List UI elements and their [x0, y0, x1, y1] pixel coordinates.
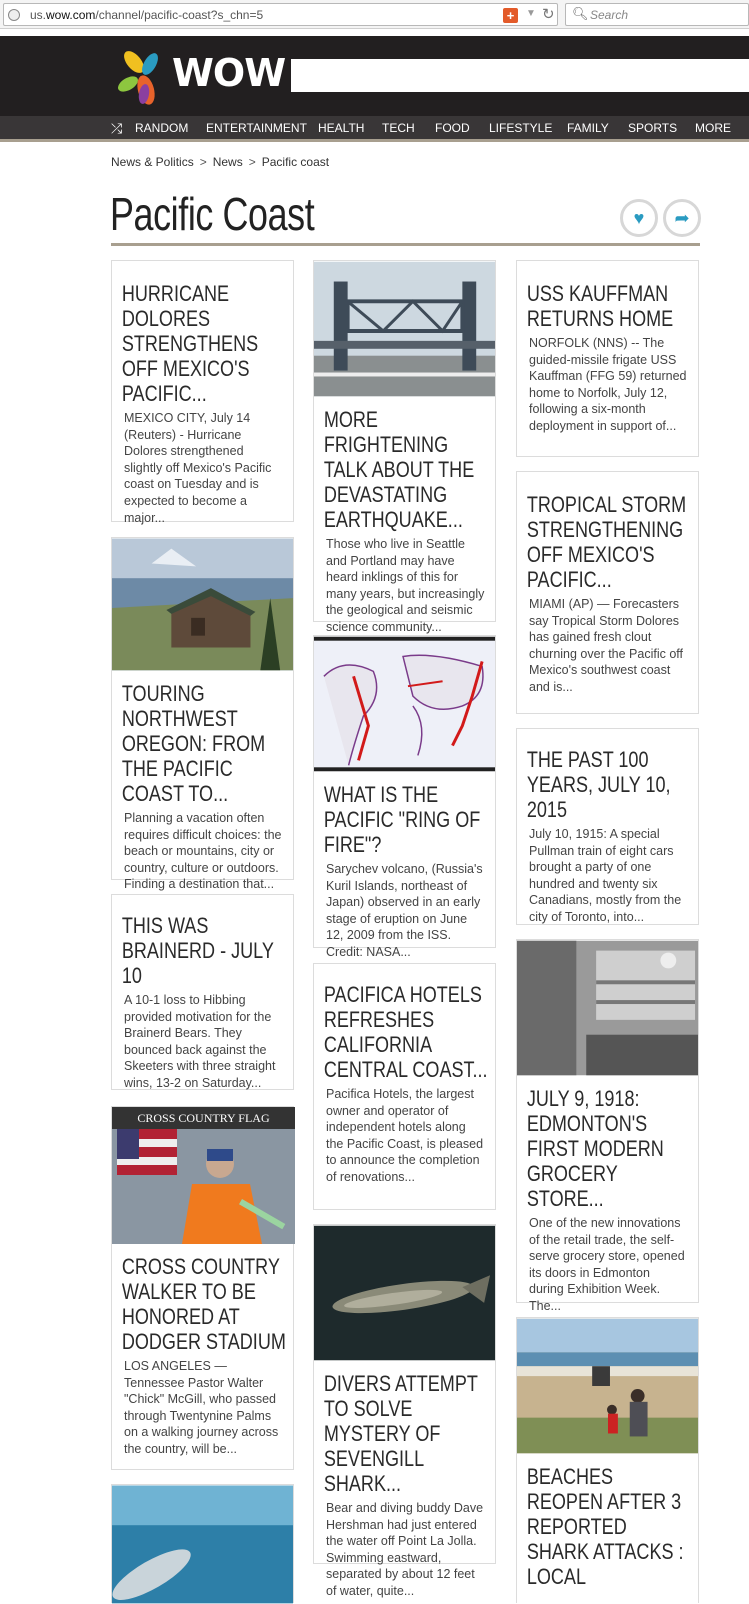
article-headline[interactable]: CROSS COUNTRY WALKER TO BE HONORED AT DODGER STADIUM [121, 1254, 286, 1354]
article-card[interactable] [516, 260, 699, 457]
article-card[interactable] [516, 471, 699, 714]
browser-search-input[interactable] [565, 3, 749, 26]
nav-tech[interactable]: TECH [382, 121, 415, 135]
page-title: Pacific Coast [110, 188, 315, 240]
nav-random[interactable]: RANDOM [135, 121, 189, 135]
search-icon: 🔍︎ [572, 6, 589, 21]
article-headline[interactable]: TOURING NORTHWEST OREGON: FROM THE PACIFIC COAST TO... [121, 681, 266, 806]
nav-entertainment[interactable]: ENTERTAINMENT [206, 121, 307, 135]
article-snippet: MEXICO CITY, July 14 (Reuters) - Hurricane Dolores strengthened slightly off Mexico's Pacific coast on Tuesday and is expected to become a major... [124, 411, 272, 525]
plus-icon[interactable]: + [503, 8, 518, 23]
article-card[interactable] [313, 260, 496, 634]
search-placeholder: Search [590, 8, 629, 22]
article-image[interactable] [314, 261, 495, 397]
article-card[interactable] [516, 728, 699, 925]
article-snippet: Planning a vacation often requires difficult choices: the beach or mountains, city or country, culture or outdoors. Finding a destination that... [124, 811, 282, 892]
article-card[interactable] [313, 963, 496, 1210]
share-button[interactable] [663, 199, 701, 237]
dropdown-arrow-icon[interactable]: ▼ [526, 8, 536, 19]
breadcrumb-item[interactable]: News & Politics [111, 155, 194, 169]
breadcrumb-item[interactable]: Pacific coast [261, 155, 330, 169]
article-image[interactable] [112, 538, 293, 671]
article-headline[interactable]: MORE FRIGHTENING TALK ABOUT THE DEVASTATING EARTHQUAKE... [323, 407, 475, 532]
article-snippet: LOS ANGELES — Tennessee Pastor Walter "Chick" McGill, who passed through Twentynine Palms on a walking journey across the country, will be... [124, 1359, 279, 1456]
walker-photo-graphic [112, 1129, 295, 1244]
article-headline[interactable]: USS KAUFFMAN RETURNS HOME [526, 281, 674, 331]
article-headline[interactable]: THE PAST 100 YEARS, JULY 10, 2015 [526, 747, 671, 822]
site-logo[interactable] [114, 44, 286, 108]
article-snippet: NORFOLK (NNS) -- The guided-missile frigate USS Kauffman (FFG 59) returned home to Norfolk, July 12, following a six-month deployment in support of... [529, 336, 687, 433]
article-image[interactable] [112, 1485, 293, 1604]
browser-toolbar [0, 0, 749, 29]
share-arrow-icon: ➦ [674, 208, 690, 228]
shuffle-icon[interactable]: ⤮ [111, 120, 123, 136]
site-search-input[interactable] [291, 59, 749, 92]
article-headline[interactable]: WHAT IS THE PACIFIC "RING OF FIRE"? [323, 782, 481, 857]
nav-health[interactable]: HEALTH [318, 121, 365, 135]
globe-icon [8, 9, 20, 21]
nav-more[interactable]: MORE [695, 121, 731, 135]
article-snippet: July 10, 1915: A special Pullman train of eight cars brought a party of one hundred and twenty six Canadians, mostly from the city of Toronto, into... [529, 827, 682, 924]
article-card[interactable] [111, 1106, 294, 1470]
article-headline[interactable]: BEACHES REOPEN AFTER 3 REPORTED SHARK ATTACKS : LOCAL [526, 1464, 684, 1589]
logo-text: WOW [172, 51, 286, 95]
article-snippet: Pacifica Hotels, the largest owner and operator of independent hotels along the Pacific Coast, is pleased to announce the completion of renovations... [326, 1087, 484, 1184]
article-headline[interactable]: TROPICAL STORM STRENGTHENING OFF MEXICO'S PACIFIC... [526, 492, 687, 592]
nav-family[interactable]: FAMILY [567, 121, 609, 135]
logo-petal-icon [114, 44, 172, 108]
article-snippet: Bear and diving buddy Dave Hershman had just entered the water off Point La Jolla. Swimming eastward, separated by about 12 feet of water, quite... [326, 1501, 484, 1598]
article-image[interactable] [314, 1225, 495, 1361]
main-nav [0, 116, 749, 142]
article-card[interactable] [111, 894, 294, 1090]
article-headline[interactable]: DIVERS ATTEMPT TO SOLVE MYSTERY OF SEVENGILL SHARK... [323, 1371, 478, 1496]
article-image[interactable] [314, 636, 495, 772]
heart-icon: ♥ [633, 208, 645, 228]
nav-sports[interactable]: SPORTS [628, 121, 678, 135]
url-text[interactable]: us.wow.com/channel/pacific-coast?s_chn=5 [30, 8, 264, 22]
reload-icon[interactable]: ↻ [542, 6, 555, 23]
article-card[interactable] [516, 1317, 699, 1603]
article-image[interactable] [517, 1318, 698, 1454]
title-divider [111, 243, 700, 246]
article-snippet: Those who live in Seattle and Portland may have heard inklings of this for many years, but increasingly the geological and seismic science community... [326, 537, 485, 634]
article-image[interactable] [112, 1107, 293, 1244]
article-headline[interactable]: THIS WAS BRAINERD - JULY 10 [121, 913, 274, 988]
favorite-button[interactable] [620, 199, 658, 237]
article-snippet: Sarychev volcano, (Russia's Kuril Islands, northeast of Japan) observed in an early stage of eruption on June 12, 2009 from the ISS. Credit: NASA... [326, 862, 483, 959]
nav-lifestyle[interactable]: LIFESTYLE [489, 121, 553, 135]
article-headline[interactable]: JULY 9, 1918: EDMONTON'S FIRST MODERN GROCERY STORE... [526, 1086, 664, 1211]
article-card[interactable] [111, 260, 294, 525]
site-header [0, 36, 749, 116]
image-caption: CROSS COUNTRY FLAG [112, 1107, 295, 1129]
nav-food[interactable]: FOOD [435, 121, 470, 135]
article-image[interactable] [517, 940, 698, 1076]
article-snippet: A 10-1 loss to Hibbing provided motivation for the Brainerd Bears. They bounced back against the Skeeters with three straight wins, 13-2 on Saturday... [124, 993, 276, 1090]
article-snippet: One of the new innovations of the retail trade, the self-serve grocery store, opened its doors in Edmonton during Exhibition Week. The... [529, 1216, 685, 1313]
url-field[interactable] [3, 3, 558, 26]
breadcrumb-item[interactable]: News [212, 155, 243, 169]
article-headline[interactable]: PACIFICA HOTELS REFRESHES CALIFORNIA CENTRAL COAST... [323, 982, 488, 1082]
article-card[interactable] [516, 939, 699, 1313]
breadcrumb-separator: > [248, 155, 256, 169]
article-card[interactable] [313, 635, 496, 959]
article-card[interactable] [111, 537, 294, 892]
article-card[interactable] [111, 1484, 294, 1603]
breadcrumb [111, 155, 329, 169]
breadcrumb-separator: > [199, 155, 207, 169]
article-card[interactable] [313, 1224, 496, 1598]
article-snippet: MIAMI (AP) — Forecasters say Tropical Storm Dolores has gained fresh clout churning over the Pacific off Mexico's southwest coast and is... [529, 597, 684, 694]
article-headline[interactable]: HURRICANE DOLORES STRENGTHENS OFF MEXICO'S PACIFIC... [121, 281, 259, 406]
